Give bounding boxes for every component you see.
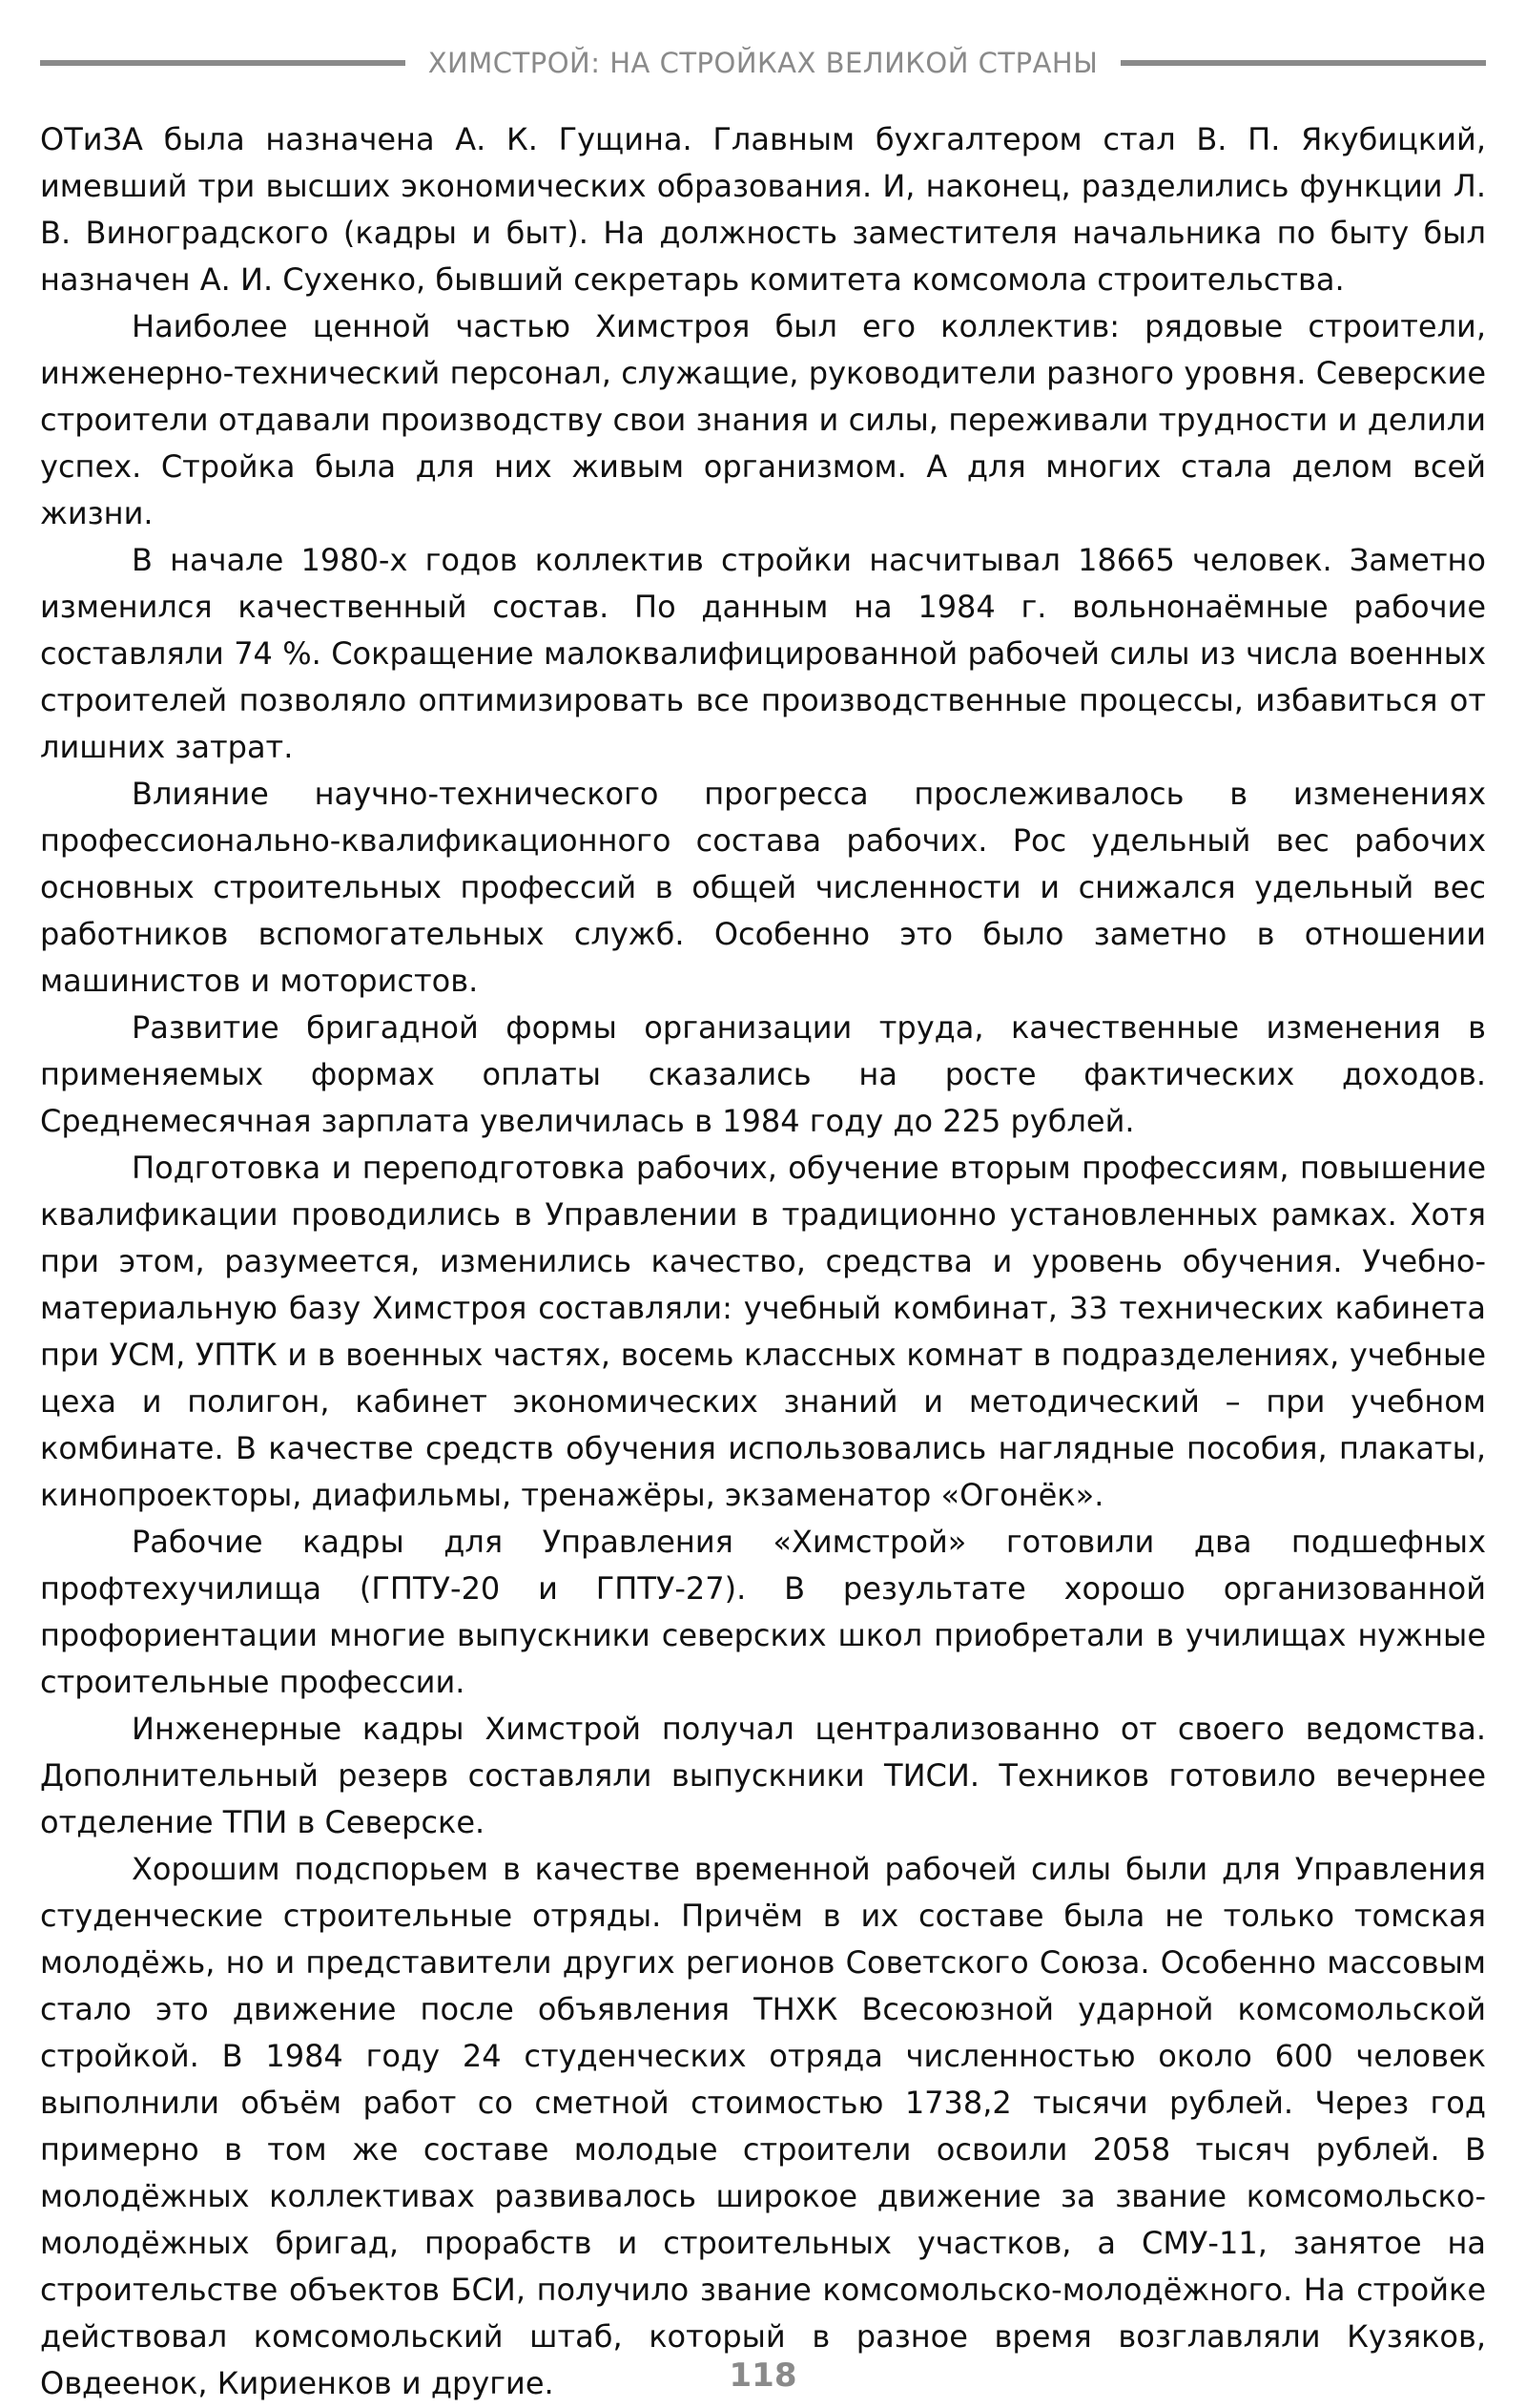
body-text bbox=[40, 116, 1486, 2407]
paragraph: ОТиЗА была назначена А. К. Гущина. Главным бухгалтером стал В. П. Якубицкий, имевший три высших экономических образования. И, наконец, разделились функции Л. В. Виноградского (кадры и быт). На должность заместителя начальника по быту был назначен А. И. Сухенко, бывший секретарь комитета комсомола строительства. bbox=[40, 121, 1486, 298]
header-rule-left bbox=[40, 60, 405, 66]
paragraph: Инженерные кадры Химстрой получал централизованно от своего ведомства. Дополнительный резерв составляли выпускники ТИСИ. Техников готовило вечернее отделение ТПИ в Северске. bbox=[40, 1711, 1486, 1840]
paragraph: Рабочие кадры для Управления «Химстрой» готовили два подшефных профтехучилища (ГПТУ-20 и ГПТУ-27). В результате хорошо организованной профориентации многие выпускники северских школ приобретали в училищах нужные строительные профессии. bbox=[40, 1524, 1486, 1700]
running-header bbox=[40, 42, 1486, 84]
paragraph: Хорошим подспорьем в качестве временной рабочей силы были для Управления студенческие строительные отряды. Причём в их составе была не только томская молодёжь, но и представители других регионов Советского Союза. Особенно массовым стало это движение после объявления ТНХК Всесоюзной ударной комсомольской стройкой. В 1984 году 24 студенческих отряда численностью около 600 человек выполнили объём работ со сметной стоимостью 1738,2 тысячи рублей. Через год примерно в том же составе молодые строители освоили 2058 тысяч рублей. В молодёжных коллективах развивалось широкое движение за звание комсомольско-молодёжных бригад, прорабств и строительных участков, а СМУ-11, занятое на строительстве объектов БСИ, получило звание комсомольско-молодёжного. На стройке действовал комсомольский штаб, который в разное время возглавляли Кузяков, Овдеенок, Кириенков и другие. bbox=[40, 1851, 1486, 2401]
paragraph: Развитие бригадной формы организации труда, качественные изменения в применяемых формах оплаты сказались на росте фактических доходов. Среднемесячная зарплата увеличилась в 1984 году до 225 рублей. bbox=[40, 1009, 1486, 1139]
paragraph: Подготовка и переподготовка рабочих, обучение вторым профессиям, повышение квалификации проводились в Управлении в традиционно установленных рамках. Хотя при этом, разумеется, изменились качество, средства и уровень обучения. Учебно-материальную базу Химстроя составляли: учебный комбинат, 33 технических кабинета при УСМ, УПТК и в военных частях, восемь классных комнат в подразделениях, учебные цеха и полигон, кабинет экономических знаний и методический – при учебном комбинате. В качестве средств обучения использовались наглядные пособия, плакаты, кинопроекторы, диафильмы, тренажёры, экзаменатор «Огонёк». bbox=[40, 1150, 1486, 1513]
running-header-title: ХИМСТРОЙ: НА СТРОЙКАХ ВЕЛИКОЙ СТРАНЫ bbox=[427, 47, 1099, 79]
paragraph: Наиболее ценной частью Химстроя был его коллектив: рядовые строители, инженерно-технический персонал, служащие, руководители разного уровня. Северские строители отдавали производству свои знания и силы, переживали трудности и делили успех. Стройка была для них живым организмом. А для многих стала делом всей жизни. bbox=[40, 308, 1486, 531]
paragraph: Влияние научно-технического прогресса прослеживалось в изменениях профессионально-квалификационного состава рабочих. Рос удельный вес рабочих основных строительных профессий в общей численности и снижался удельный вес работников вспомогательных служб. Особенно это было заметно в отношении машинистов и мотористов. bbox=[40, 776, 1486, 999]
paragraph: В начале 1980-х годов коллектив стройки насчитывал 18665 человек. Заметно изменился качественный состав. По данным на 1984 г. вольнонаёмные рабочие составляли 74 %. Сокращение малоквалифицированной рабочей силы из числа военных строителей позволяло оптимизировать все производственные процессы, избавиться от лишних затрат. bbox=[40, 542, 1486, 765]
page-number: 118 bbox=[729, 2356, 797, 2395]
header-rule-right bbox=[1121, 60, 1486, 66]
